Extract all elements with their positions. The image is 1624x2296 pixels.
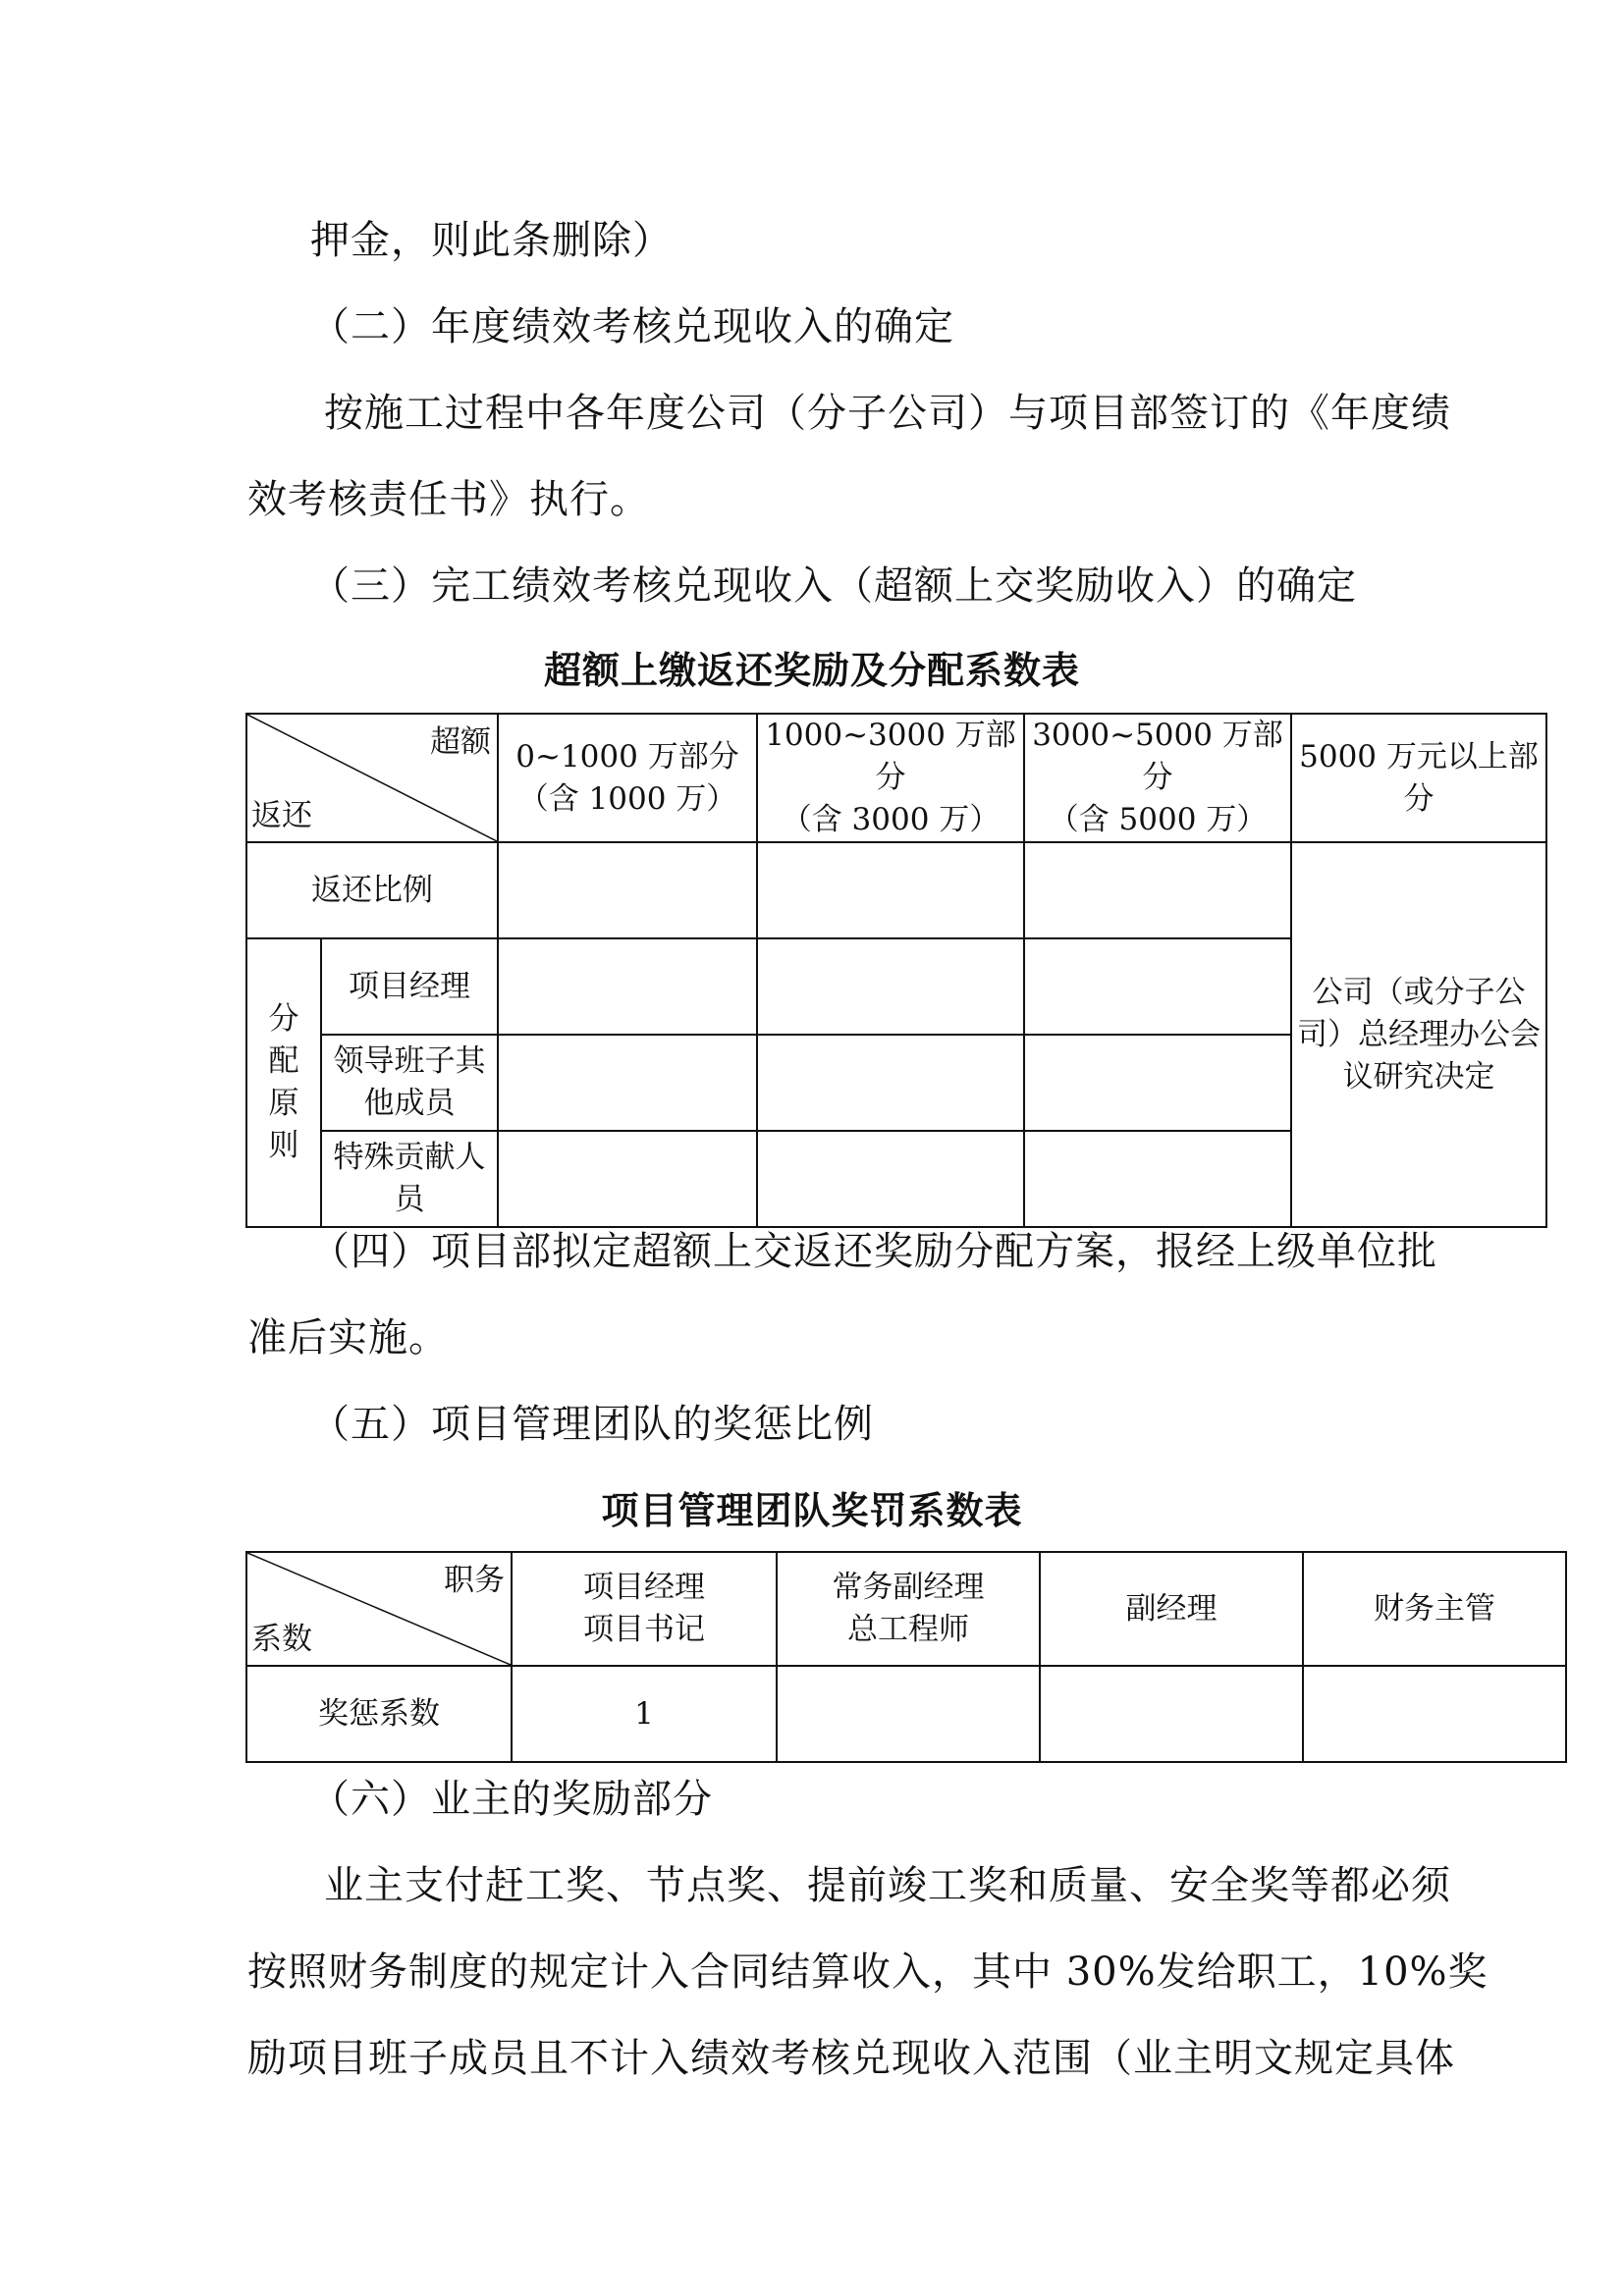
paragraph: 效考核责任书》执行。: [247, 477, 650, 522]
table-corner-cell: [246, 714, 498, 842]
paragraph: （四）项目部拟定超额上交返还奖励分配方案，报经上级单位批: [310, 1229, 1437, 1274]
table-title: 项目管理团队奖罚系数表: [601, 1489, 1023, 1532]
paragraph: 按施工过程中各年度公司（分子公司）与项目部签订的《年度绩: [324, 391, 1451, 436]
paragraph: 按照财务制度的规定计入合同结算收入，其中 30%发给职工，10%奖: [247, 1949, 1489, 1995]
section-heading: （五）项目管理团队的奖惩比例: [310, 1402, 874, 1447]
paragraph: 押金，则此条删除）: [310, 218, 673, 263]
table-cell: [757, 938, 1024, 1035]
table-cell: [498, 842, 757, 938]
section-heading: （三）完工绩效考核兑现收入（超额上交奖励收入）的确定: [310, 563, 1357, 609]
row-label: 项目经理: [321, 938, 498, 1035]
section-heading: （二）年度绩效考核兑现收入的确定: [310, 304, 954, 349]
corner-row-label: 系数: [251, 1622, 312, 1657]
column-header: 常务副经理 总工程师: [777, 1552, 1040, 1666]
paragraph: 励项目班子成员且不计入绩效考核兑现收入范围（业主明文规定具体: [247, 2036, 1455, 2081]
merged-note-cell: 公司（或分子公 司）总经理办公会 议研究决定: [1291, 842, 1546, 1227]
table-cell: [1024, 938, 1291, 1035]
table-cell: [498, 938, 757, 1035]
group-label: 分 配 原 则: [246, 938, 321, 1227]
column-header: 3000~5000 万部分 （含 5000 万）: [1024, 714, 1291, 842]
column-header: 5000 万元以上部 分: [1291, 714, 1546, 842]
corner-column-label: 职务: [444, 1563, 505, 1598]
table-title: 超额上缴返还奖励及分配系数表: [543, 649, 1080, 692]
column-header: 0~1000 万部分 （含 1000 万）: [498, 714, 757, 842]
row-label: 特殊贡献人 员: [321, 1131, 498, 1227]
table-cell: [777, 1666, 1040, 1762]
table-cell: [1024, 1131, 1291, 1227]
table-corner-cell: [246, 1552, 512, 1666]
table-cell: [1040, 1666, 1303, 1762]
paragraph: 业主支付赶工奖、节点奖、提前竣工奖和质量、安全奖等都必须: [324, 1863, 1451, 1908]
row-label: 返还比例: [246, 842, 498, 938]
table-cell: 1: [512, 1666, 777, 1762]
bonus-allocation-table: [245, 713, 1547, 1228]
section-heading: （六）业主的奖励部分: [310, 1777, 713, 1822]
table-cell: [1303, 1666, 1566, 1762]
table-cell: [757, 1131, 1024, 1227]
team-coefficient-table: [245, 1551, 1567, 1763]
paragraph: 准后实施。: [247, 1315, 449, 1361]
corner-row-label: 返还: [251, 798, 312, 833]
row-label: 奖惩系数: [246, 1666, 512, 1762]
table-cell: [498, 1035, 757, 1131]
table-cell: [1024, 1035, 1291, 1131]
table-cell: [757, 1035, 1024, 1131]
column-header: 副经理: [1040, 1552, 1303, 1666]
row-label: 领导班子其 他成员: [321, 1035, 498, 1131]
table-cell: [498, 1131, 757, 1227]
corner-column-label: 超额: [430, 724, 491, 760]
table-cell: [757, 842, 1024, 938]
table-cell: [1024, 842, 1291, 938]
column-header: 财务主管: [1303, 1552, 1566, 1666]
column-header: 项目经理 项目书记: [512, 1552, 777, 1666]
column-header: 1000~3000 万部分 （含 3000 万）: [757, 714, 1024, 842]
